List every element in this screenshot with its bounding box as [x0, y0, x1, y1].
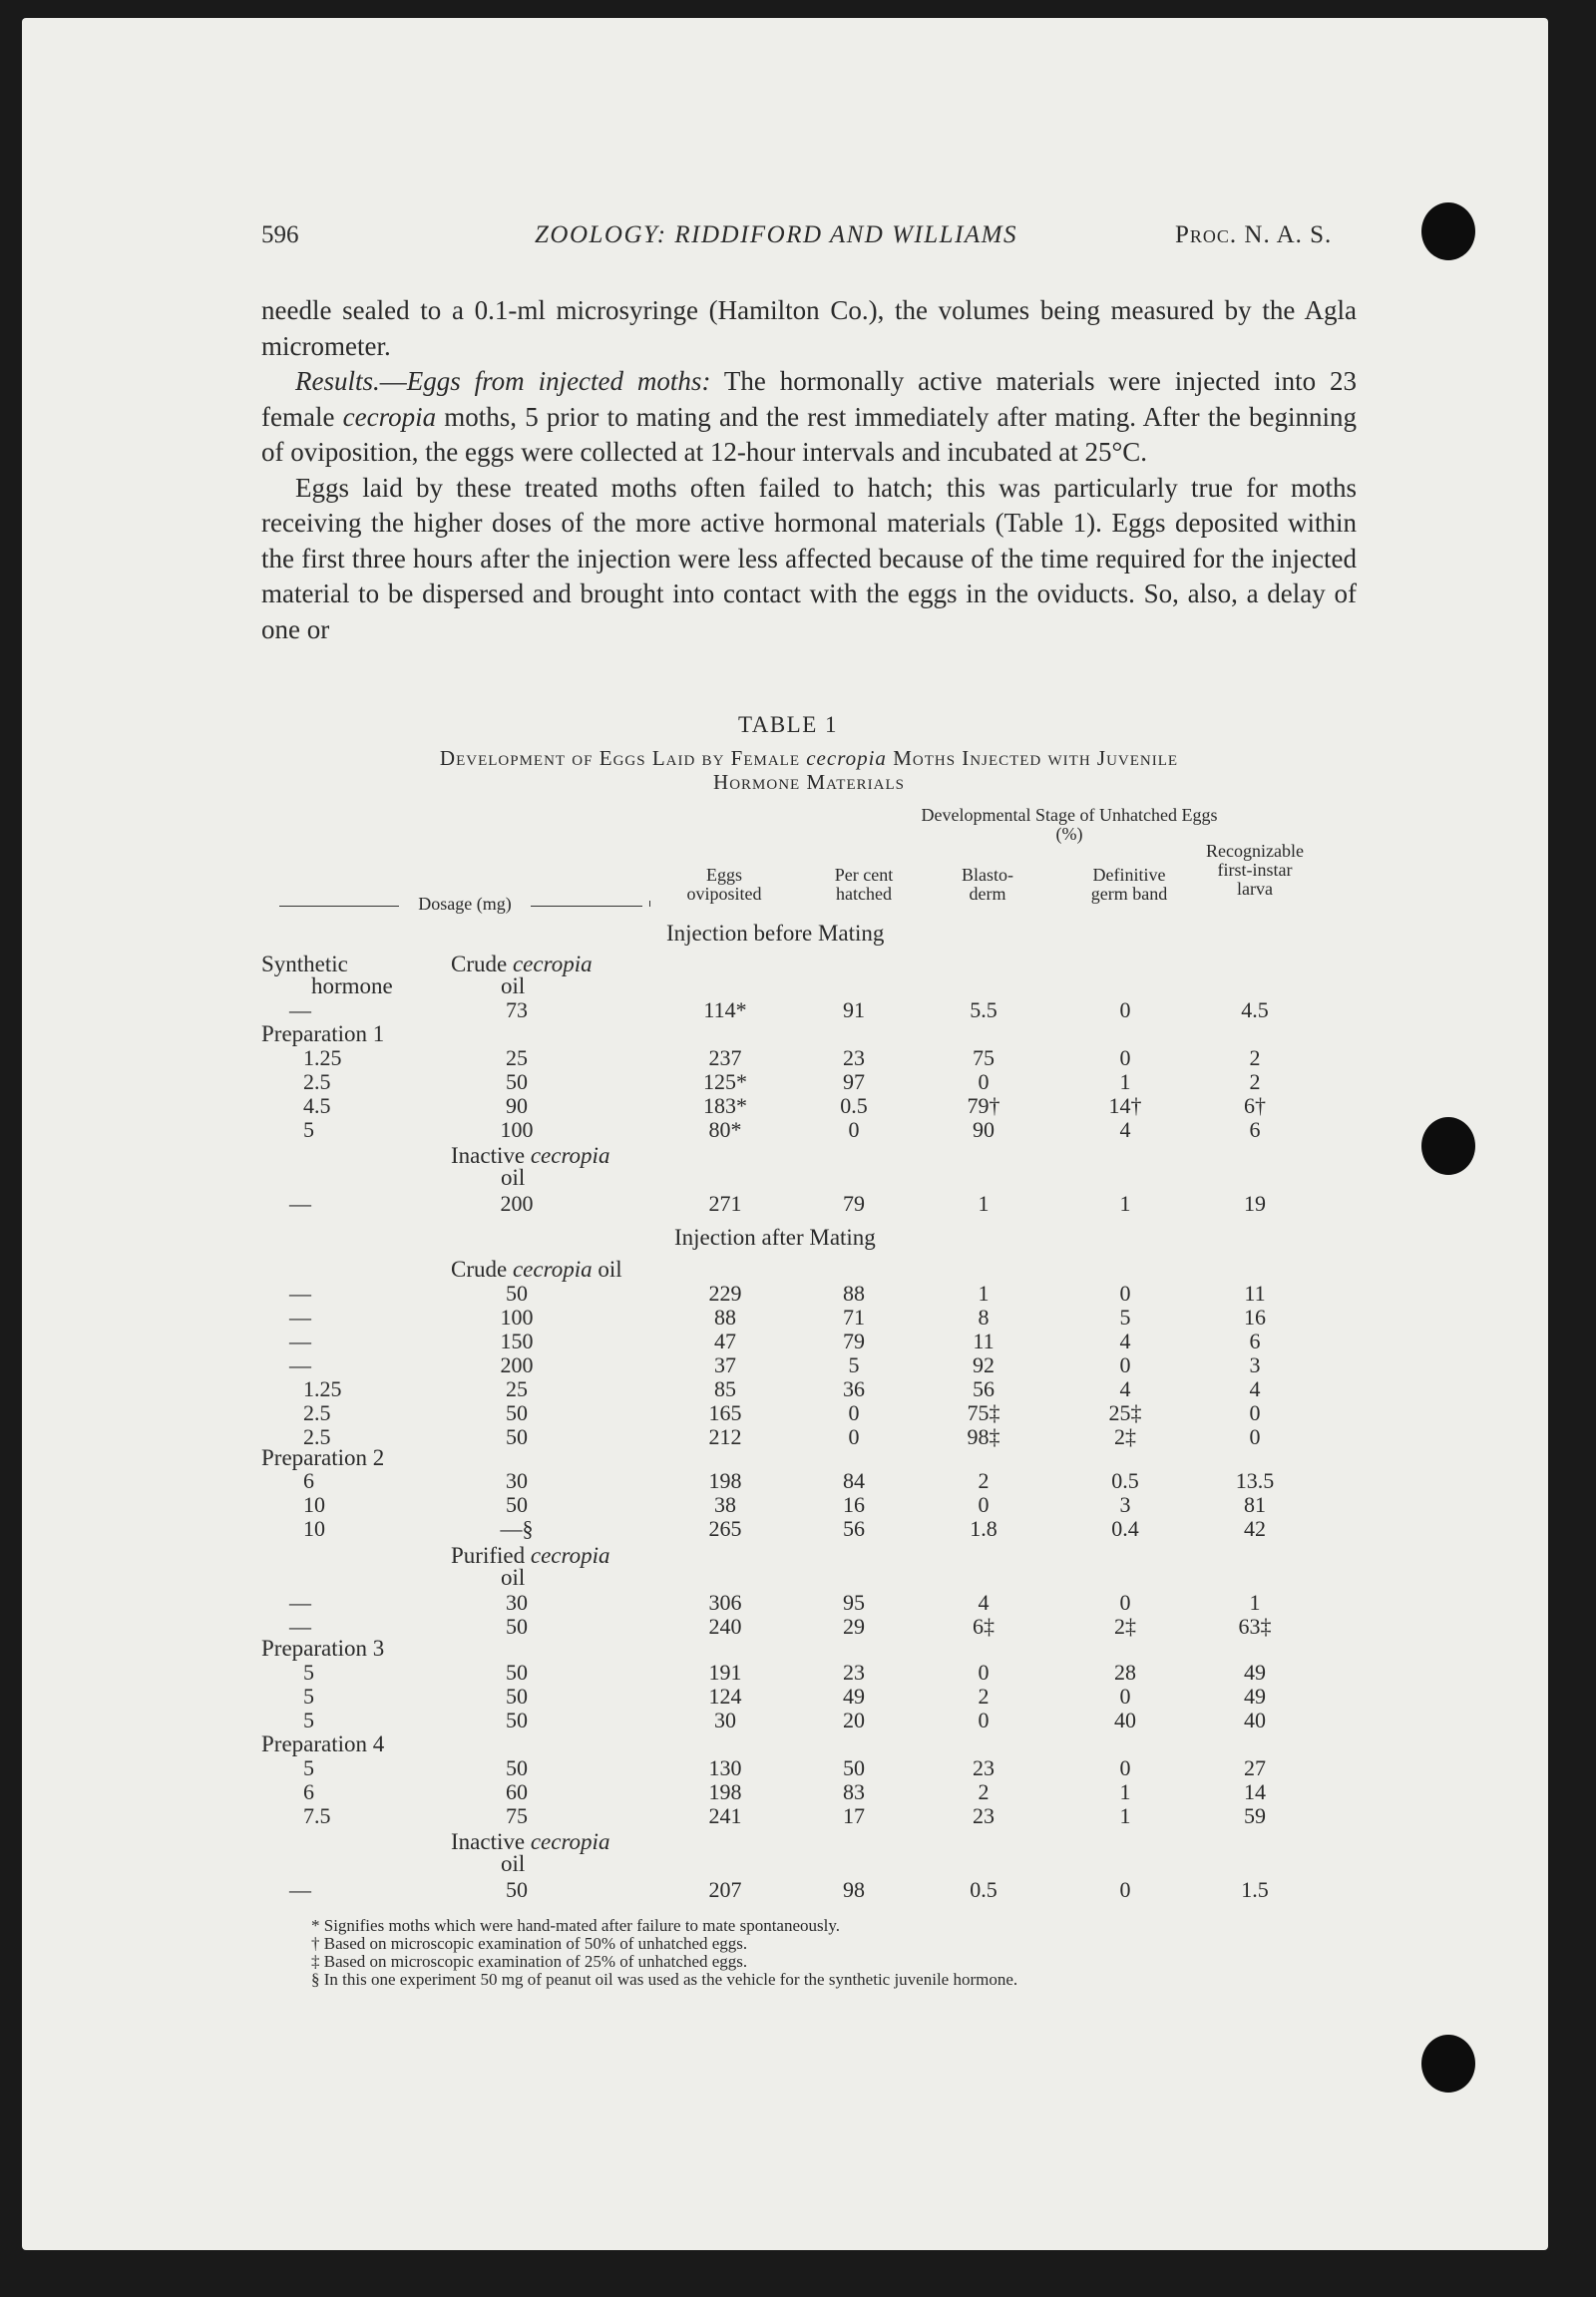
table-cell: 0.5	[970, 1877, 998, 1902]
table-cell: 306	[708, 1590, 742, 1615]
table-cell: 11	[1244, 1281, 1266, 1306]
table-cell: 2‡	[1114, 1424, 1136, 1449]
row-label: oil	[501, 973, 526, 998]
table-cell: 47	[714, 1329, 736, 1353]
table-cell: 6	[303, 1779, 314, 1804]
table-cell: 212	[708, 1424, 742, 1449]
label-text: Crude	[451, 1257, 513, 1282]
table-cell: 50	[506, 1708, 528, 1732]
table-cell: 5.5	[970, 997, 998, 1022]
table-cell: 56	[843, 1516, 865, 1541]
table-cell: 59	[1244, 1803, 1266, 1828]
footnote: ‡ Based on microscopic examination of 25% of unhatched eggs.	[311, 1952, 748, 1971]
group-header	[860, 806, 1279, 844]
table-cell: 36	[843, 1376, 865, 1401]
subheading: Eggs from injected moths:	[406, 366, 711, 396]
table-cell: 63‡	[1238, 1614, 1272, 1639]
paragraph	[261, 364, 1357, 471]
table-cell: 1	[1249, 1590, 1261, 1615]
table-cell: 25	[506, 1045, 528, 1070]
table-cell: 100	[500, 1117, 534, 1142]
label-text: Purified	[451, 1543, 531, 1568]
table-cell: 17	[843, 1803, 865, 1828]
table-cell: 1	[1119, 1779, 1131, 1804]
table-cell: 49	[843, 1684, 865, 1709]
table-cell: 237	[708, 1045, 742, 1070]
table-cell: 1	[978, 1191, 990, 1216]
table-cell: 1	[1119, 1069, 1131, 1094]
table-cell: —	[289, 997, 311, 1022]
caption-text: Hormone Materials	[713, 770, 905, 794]
table-cell: 183*	[703, 1093, 747, 1118]
table-cell: 38	[714, 1492, 736, 1517]
table-cell: 1	[1119, 1803, 1131, 1828]
table-cell: —§	[500, 1516, 534, 1541]
table-cell: 5	[303, 1684, 314, 1709]
table-cell: 150	[500, 1329, 534, 1353]
footnote: § In this one experiment 50 mg of peanut oil was used as the vehicle for the synthetic juvenile hormone.	[311, 1970, 1018, 1989]
col-header-blastoderm	[920, 866, 1055, 904]
punch-hole	[1421, 2035, 1475, 2093]
table-cell: 75‡	[967, 1400, 1000, 1425]
table-cell: 5	[848, 1352, 860, 1377]
species-name: cecropia	[512, 952, 593, 976]
col-header-germ-band	[1055, 866, 1203, 904]
table-cell: 25	[506, 1376, 528, 1401]
table-cell: 2	[978, 1684, 990, 1709]
col-header-line: first-instar	[1217, 860, 1293, 880]
table-cell: —	[289, 1877, 311, 1902]
caption-text: Development of Eggs Laid by Female	[439, 746, 807, 770]
table-cell: 0	[978, 1660, 990, 1685]
species-name: cecropia	[530, 1543, 610, 1568]
species-name: cecropia	[806, 746, 887, 770]
table-cell: 4	[1119, 1117, 1131, 1142]
row-label: Preparation 3	[261, 1636, 385, 1661]
row-label	[451, 1143, 609, 1169]
table-cell: 60	[506, 1779, 528, 1804]
label-text: Inactive	[451, 1829, 531, 1854]
table-cell: 19	[1244, 1191, 1266, 1216]
section-label: Results.	[295, 366, 380, 396]
table-cell: 2	[1249, 1069, 1261, 1094]
table-cell: 49	[1244, 1684, 1266, 1709]
table-cell: 0	[1119, 997, 1131, 1022]
header-rule-tick	[641, 901, 650, 907]
col-header-line: germ band	[1090, 884, 1168, 904]
table-cell: 3	[1119, 1492, 1131, 1517]
table-cell: 0.5	[840, 1093, 868, 1118]
table-cell: 165	[708, 1400, 742, 1425]
table-cell: 125*	[703, 1069, 747, 1094]
table-cell: 0	[978, 1492, 990, 1517]
col-header-line: Per cent	[834, 865, 894, 885]
table-cell: 0	[848, 1424, 860, 1449]
table-cell: 80*	[708, 1117, 742, 1142]
table-cell: —	[289, 1281, 311, 1306]
table-cell: 0	[1119, 1352, 1131, 1377]
table-cell: 114*	[703, 997, 747, 1022]
table-cell: 0	[1119, 1684, 1131, 1709]
col-header-line: Eggs	[706, 865, 742, 885]
table-cell: 10	[303, 1492, 325, 1517]
table-cell: 50	[506, 1400, 528, 1425]
col-header-line: Recognizable	[1206, 841, 1304, 861]
table-cell: 91	[843, 997, 865, 1022]
table-cell: 30	[506, 1468, 528, 1493]
table-cell: 5	[303, 1755, 314, 1780]
row-label	[451, 1829, 609, 1855]
table-cell: 2	[978, 1468, 990, 1493]
section-heading: Injection after Mating	[674, 1225, 876, 1250]
table-cell: 0	[848, 1400, 860, 1425]
table-cell: 1.25	[303, 1376, 342, 1401]
table-cell: 6	[1249, 1329, 1261, 1353]
table-cell: 98	[843, 1877, 865, 1902]
table-cell: 0	[978, 1069, 990, 1094]
table-cell: 25‡	[1108, 1400, 1142, 1425]
table-cell: 10	[303, 1516, 325, 1541]
table-cell: 0	[1119, 1590, 1131, 1615]
table-cell: 0.4	[1111, 1516, 1139, 1541]
punch-hole	[1421, 202, 1475, 260]
table-cell: 37	[714, 1352, 736, 1377]
header-rule	[531, 906, 642, 907]
col-header-eggs	[656, 866, 792, 904]
table-cell: 0	[1119, 1045, 1131, 1070]
table-cell: 50	[506, 1614, 528, 1639]
table-cell: 0	[1119, 1877, 1131, 1902]
table-cell: 85	[714, 1376, 736, 1401]
running-title: ZOOLOGY: RIDDIFORD AND WILLIAMS	[535, 221, 1017, 248]
table-cell: 8	[978, 1305, 990, 1330]
table-cell: —	[289, 1352, 311, 1377]
col-header-larva	[1187, 842, 1323, 899]
row-label: Preparation 2	[261, 1445, 385, 1470]
table-cell: 50	[506, 1424, 528, 1449]
table-cell: 5	[303, 1708, 314, 1732]
table-cell: 50	[506, 1660, 528, 1685]
table-cell: 40	[1244, 1708, 1266, 1732]
table-cell: 79†	[967, 1093, 1000, 1118]
table-cell: 50	[506, 1069, 528, 1094]
table-cell: 4	[978, 1590, 990, 1615]
table-cell: 16	[1244, 1305, 1266, 1330]
table-cell: 1	[978, 1281, 990, 1306]
table-cell: 14†	[1108, 1093, 1142, 1118]
table-cell: 241	[708, 1803, 742, 1828]
footnote: † Based on microscopic examination of 50% of unhatched eggs.	[311, 1934, 748, 1953]
table-cell: 92	[973, 1352, 995, 1377]
body-text	[261, 293, 1357, 647]
table-cell: 79	[843, 1329, 865, 1353]
punch-hole	[1421, 1117, 1475, 1175]
table-cell: 4	[1249, 1376, 1261, 1401]
table-cell: —	[289, 1590, 311, 1615]
table-cell: 124	[708, 1684, 742, 1709]
table-cell: 4	[1119, 1376, 1131, 1401]
table-cell: 4	[1119, 1329, 1131, 1353]
table-cell: 30	[506, 1590, 528, 1615]
table-cell: 1.8	[970, 1516, 998, 1541]
table-cell: 7.5	[303, 1803, 331, 1828]
table-cell: 73	[506, 997, 528, 1022]
table-cell: 198	[708, 1468, 742, 1493]
row-label: Synthetic	[261, 952, 348, 976]
group-header-unit: (%)	[1055, 824, 1083, 844]
col-header-line: Blasto-	[962, 865, 1013, 885]
table-cell: 1.25	[303, 1045, 342, 1070]
table-cell: 50	[506, 1755, 528, 1780]
table-cell: 2	[1249, 1045, 1261, 1070]
table-cell: 75	[973, 1045, 995, 1070]
label-text: Crude	[451, 952, 513, 976]
table-cell: 50	[506, 1684, 528, 1709]
table-cell: 49	[1244, 1660, 1266, 1685]
page-sheet	[22, 18, 1548, 2250]
label-text: Inactive	[451, 1143, 531, 1168]
table-cell: 81	[1244, 1492, 1266, 1517]
section-heading: Injection before Mating	[666, 921, 885, 946]
dash: —	[379, 366, 407, 396]
group-header-text: Developmental Stage of Unhatched Eggs	[921, 805, 1218, 825]
table-cell: 5	[303, 1660, 314, 1685]
table-cell: 97	[843, 1069, 865, 1094]
col-header-hatched	[796, 866, 932, 904]
table-cell: 0	[1249, 1400, 1261, 1425]
table-cell: 83	[843, 1779, 865, 1804]
col-header-line: larva	[1237, 879, 1273, 899]
table-cell: 191	[708, 1660, 742, 1685]
table-cell: —	[289, 1191, 311, 1216]
paragraph: Eggs laid by these treated moths often failed to hatch; this was particularly true for moths receiving the higher doses of the more active hormonal materials (Table 1). Eggs deposited within the first three hours after the injection were less affected because of the time required for the injected material to be dispersed and brought into contact with the eggs in the oviducts. So, also, a delay of one or	[261, 472, 1357, 644]
caption-text: Moths Injected with Juvenile	[886, 746, 1179, 770]
table-cell: 271	[708, 1191, 742, 1216]
table-cell: 71	[843, 1305, 865, 1330]
table-cell: 0	[978, 1708, 990, 1732]
col-header-line: oviposited	[686, 884, 762, 904]
table-cell: 84	[843, 1468, 865, 1493]
table-cell: 16	[843, 1492, 865, 1517]
row-label: oil	[501, 1565, 526, 1590]
row-label: oil	[501, 1165, 526, 1190]
table-cell: 30	[714, 1708, 736, 1732]
text-run: moths, 5 prior to mating and the rest immediately after mating. After the beginning of oviposition, the eggs were collected at 12-hour intervals and incubated at 25°C.	[261, 401, 1357, 467]
table-cell: 50	[506, 1492, 528, 1517]
table-cell: 2.5	[303, 1424, 331, 1449]
paragraph: needle sealed to a 0.1-ml microsyringe (Hamilton Co.), the volumes being measured by the Agla micrometer.	[261, 295, 1357, 361]
table-cell: 23	[843, 1660, 865, 1685]
table-cell: 1	[1119, 1191, 1131, 1216]
table-cell: 4.5	[303, 1093, 331, 1118]
journal-name: Proc. N. A. S.	[1175, 221, 1333, 248]
row-label: Preparation 1	[261, 1021, 385, 1046]
table-cell: 2‡	[1114, 1614, 1136, 1639]
header-rule	[279, 906, 399, 907]
table-cell: 1.5	[1241, 1877, 1269, 1902]
table-cell: 200	[500, 1352, 534, 1377]
row-label	[451, 1543, 609, 1569]
table-cell: 0	[1119, 1281, 1131, 1306]
table-cell: 95	[843, 1590, 865, 1615]
species-name: cecropia	[530, 1829, 610, 1854]
table-cell: 200	[500, 1191, 534, 1216]
table-cell: 23	[973, 1803, 995, 1828]
table-cell: 90	[506, 1093, 528, 1118]
table-cell: 6†	[1244, 1093, 1266, 1118]
species-name: cecropia	[530, 1143, 610, 1168]
table-cell: 5	[1119, 1305, 1131, 1330]
table-cell: 23	[973, 1755, 995, 1780]
table-cell: 0	[1119, 1755, 1131, 1780]
table-cell: 0	[1249, 1424, 1261, 1449]
table-cell: 4.5	[1241, 997, 1269, 1022]
table-cell: 88	[714, 1305, 736, 1330]
dosage-header-text: Dosage (mg)	[418, 894, 512, 914]
table-cell: 100	[500, 1305, 534, 1330]
species-name: cecropia	[342, 401, 437, 432]
table-cell: 27	[1244, 1755, 1266, 1780]
table-cell: 98‡	[967, 1424, 1000, 1449]
table-cell: 23	[843, 1045, 865, 1070]
text-run: The hormonally active materials were injected into 23 female	[261, 366, 1357, 432]
table-cell: —	[289, 1305, 311, 1330]
row-label	[451, 1257, 622, 1283]
col-header-line: hatched	[836, 884, 892, 904]
table-cell: 50	[506, 1877, 528, 1902]
page-number: 596	[261, 221, 299, 248]
table-cell: 6	[303, 1468, 314, 1493]
table-cell: 2.5	[303, 1400, 331, 1425]
table-cell: 28	[1114, 1660, 1136, 1685]
table-cell: 50	[843, 1755, 865, 1780]
row-label: hormone	[311, 973, 393, 998]
table-cell: 2.5	[303, 1069, 331, 1094]
table-cell: 40	[1114, 1708, 1136, 1732]
table-number: TABLE 1	[738, 712, 839, 737]
row-label: oil	[501, 1851, 526, 1876]
footnote: * Signifies moths which were hand-mated after failure to mate spontaneously.	[311, 1916, 840, 1935]
table-caption	[261, 746, 1357, 794]
table-cell: 240	[708, 1614, 742, 1639]
table-cell: 90	[973, 1117, 995, 1142]
table-cell: 265	[708, 1516, 742, 1541]
table-cell: 75	[506, 1803, 528, 1828]
row-label: Preparation 4	[261, 1731, 385, 1756]
table-cell: 79	[843, 1191, 865, 1216]
table-cell: 5	[303, 1117, 314, 1142]
table-cell: 229	[708, 1281, 742, 1306]
table-cell: 6	[1249, 1117, 1261, 1142]
table-cell: 6‡	[973, 1614, 995, 1639]
table-cell: —	[289, 1329, 311, 1353]
table-cell: 20	[843, 1708, 865, 1732]
col-header-line: derm	[969, 884, 1006, 904]
table-cell: 0.5	[1111, 1468, 1139, 1493]
table-cell: 14	[1244, 1779, 1266, 1804]
table-cell: —	[289, 1614, 311, 1639]
table-cell: 207	[708, 1877, 742, 1902]
table-cell: 11	[973, 1329, 995, 1353]
table-cell: 29	[843, 1614, 865, 1639]
table-cell: 50	[506, 1281, 528, 1306]
table-cell: 42	[1244, 1516, 1266, 1541]
table-cell: 198	[708, 1779, 742, 1804]
table-cell: 0	[848, 1117, 860, 1142]
table-cell: 88	[843, 1281, 865, 1306]
dosage-header	[279, 895, 650, 917]
table-cell: 13.5	[1235, 1468, 1275, 1493]
table-cell: 2	[978, 1779, 990, 1804]
label-text: oil	[592, 1257, 622, 1282]
table-cell: 56	[973, 1376, 995, 1401]
species-name: cecropia	[512, 1257, 593, 1282]
table-cell: 3	[1249, 1352, 1261, 1377]
col-header-line: Definitive	[1092, 865, 1166, 885]
table-cell: 130	[708, 1755, 742, 1780]
